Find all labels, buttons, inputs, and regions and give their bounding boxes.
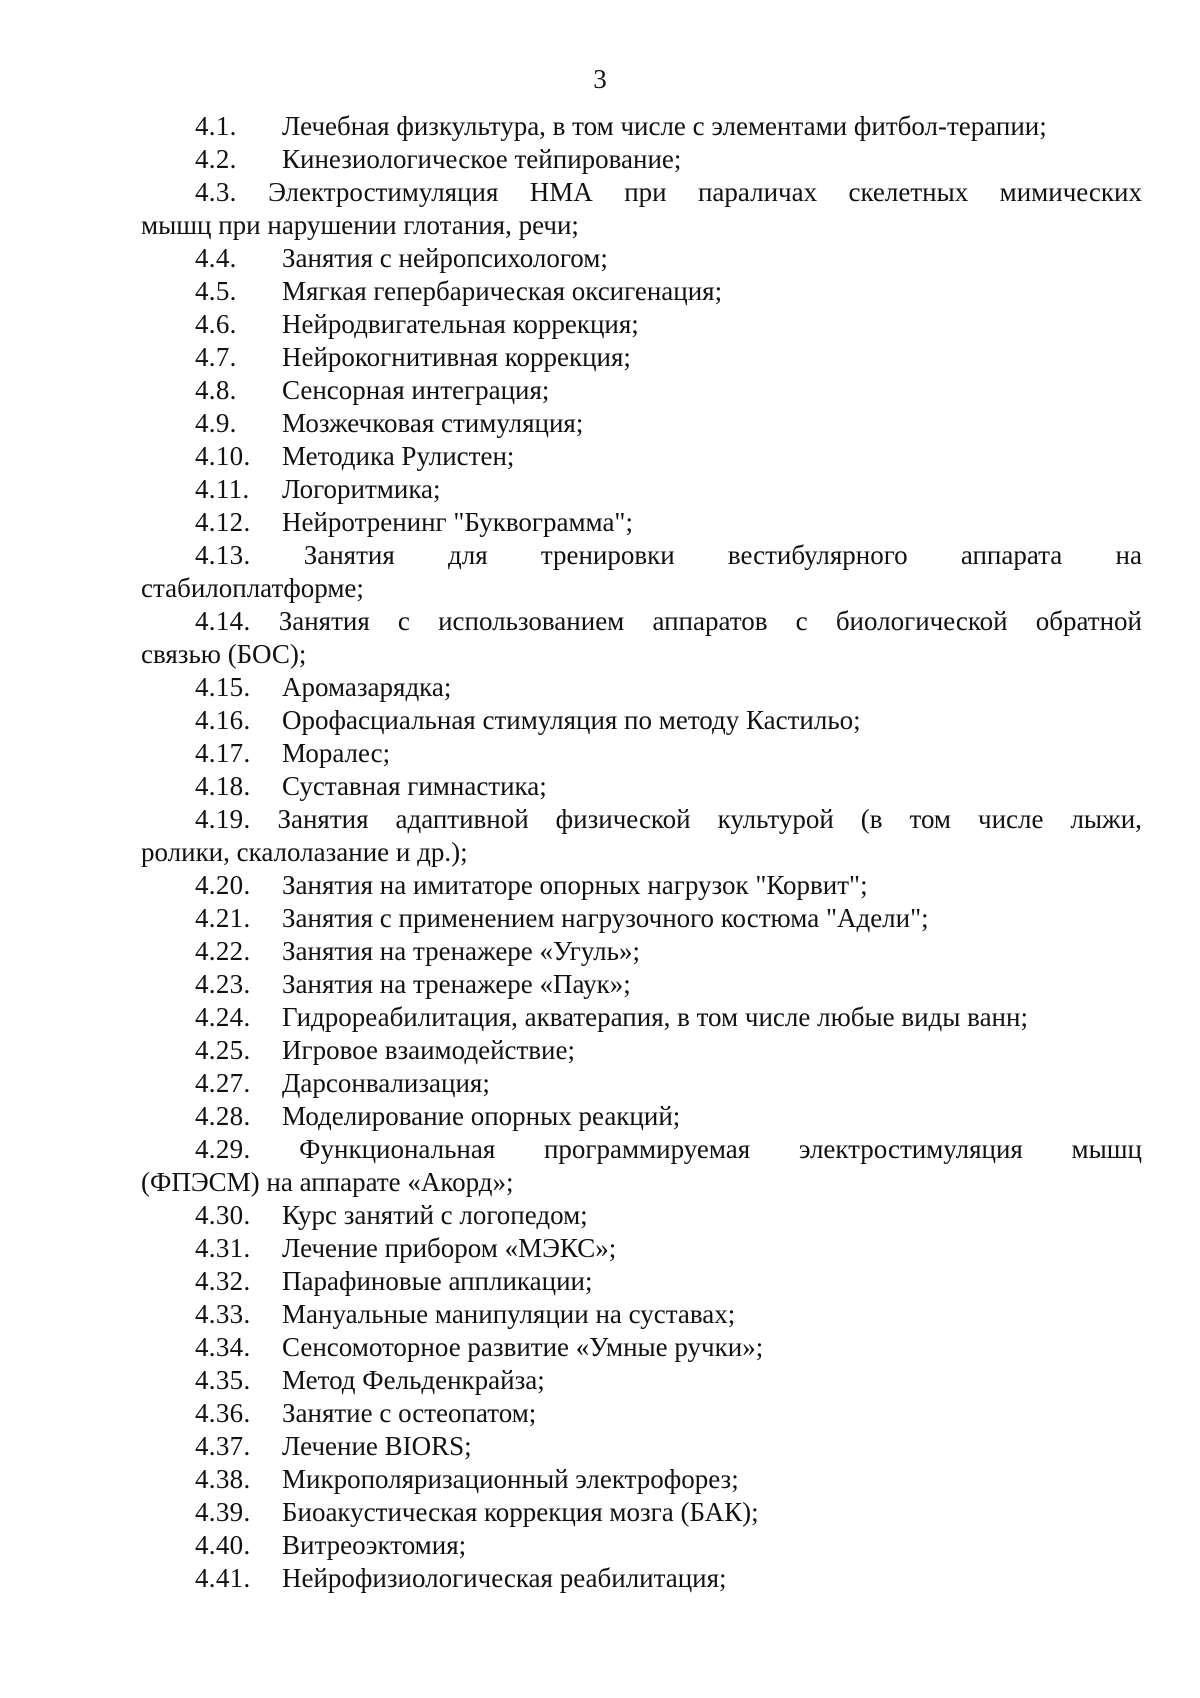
list-item-line xyxy=(141,968,1142,1001)
list-item-word: использованием xyxy=(438,606,625,636)
list-item-line xyxy=(141,176,1142,209)
list-item-text: Парафиновые аппликации; xyxy=(282,1266,593,1296)
list-item-continuation: связью (БОС); xyxy=(141,639,307,669)
list-item-word: Функциональная xyxy=(299,1134,496,1164)
list-item-word: Занятия xyxy=(303,540,395,570)
list-item xyxy=(141,869,1142,902)
list-item-number: 4.33. xyxy=(195,1299,251,1329)
list-item-word: биологической xyxy=(835,606,1008,636)
list-item-text: Занятия на тренажере «Угуль»; xyxy=(282,936,640,966)
list-item-line xyxy=(141,1364,1142,1397)
list-item-line xyxy=(141,1232,1142,1265)
list-item-number: 4.11. xyxy=(195,474,250,504)
list-item xyxy=(141,902,1142,935)
list-item xyxy=(141,704,1142,737)
list-item xyxy=(141,1562,1142,1595)
list-item-line xyxy=(141,869,1142,902)
list-item-number: 4.4. xyxy=(195,243,237,273)
list-item-line xyxy=(141,605,1142,638)
list-item-word: при xyxy=(624,177,667,207)
list-item-number: 4.17. xyxy=(195,738,251,768)
list-item-text: Орофасциальная стимуляция по методу Кастильо; xyxy=(282,705,861,735)
list-item-number: 4.38. xyxy=(195,1464,251,1494)
list-item-number: 4.16. xyxy=(195,705,251,735)
list-item-line xyxy=(141,902,1142,935)
list-item xyxy=(141,1067,1142,1100)
list-item-text: Моралес; xyxy=(282,738,391,768)
list-item-number: 4.8. xyxy=(195,375,237,405)
list-item-word: с xyxy=(795,606,808,636)
list-item-text: Микрополяризационный электрофорез; xyxy=(282,1464,739,1494)
list-item-line xyxy=(141,374,1142,407)
document-body xyxy=(141,110,1142,1595)
list-item-word: Электростимуляция xyxy=(268,177,499,207)
list-item-word: адаптивной xyxy=(395,804,529,834)
list-item-number: 4.6. xyxy=(195,309,237,339)
list-item-number: 4.36. xyxy=(195,1398,251,1428)
list-item-word: Занятия xyxy=(278,606,370,636)
list-item-word: НМА xyxy=(529,177,593,207)
list-item xyxy=(141,275,1142,308)
list-item-line xyxy=(141,1133,1142,1166)
list-item-word: скелетных xyxy=(848,177,969,207)
list-item-text: Занятия с применением нагрузочного костюма "Адели"; xyxy=(282,903,929,933)
list-item-line xyxy=(141,143,1142,176)
list-item-line xyxy=(141,1331,1142,1364)
list-item-line xyxy=(141,440,1142,473)
list-item-line xyxy=(141,1265,1142,1298)
list-item-line xyxy=(141,935,1142,968)
list-item-continuation: ролики, скалолазание и др.); xyxy=(141,837,468,867)
list-item-line xyxy=(141,1199,1142,1232)
list-item-line xyxy=(141,1562,1142,1595)
list-item xyxy=(141,968,1142,1001)
list-item-number: 4.12. xyxy=(195,507,251,537)
list-item-word: для xyxy=(447,540,488,570)
list-item-text: Гидрореабилитация, акватерапия, в том числе любые виды ванн; xyxy=(282,1002,1028,1032)
list-item-line xyxy=(141,1298,1142,1331)
list-item-text: Лечение BIORS; xyxy=(282,1431,472,1461)
list-item-line xyxy=(141,110,1142,143)
list-item xyxy=(141,1397,1142,1430)
list-item-number: 4.7. xyxy=(195,342,237,372)
list-item-word: культурой xyxy=(717,804,834,834)
list-item xyxy=(141,176,1142,242)
list-item xyxy=(141,1529,1142,1562)
list-item xyxy=(141,770,1142,803)
list-item-text: Метод Фельденкрайза; xyxy=(282,1365,545,1395)
list-item-line xyxy=(141,407,1142,440)
list-item-number: 4.14. xyxy=(195,606,251,636)
list-item xyxy=(141,935,1142,968)
list-item-text: Занятие с остеопатом; xyxy=(282,1398,537,1428)
list-item-number: 4.35. xyxy=(195,1365,251,1395)
list-item-number: 4.19. xyxy=(195,804,251,834)
list-item-text: Витреоэктомия; xyxy=(282,1530,467,1560)
list-item-number: 4.15. xyxy=(195,672,251,702)
list-item-word: (в xyxy=(860,804,883,834)
list-item-text: Сенсорная интеграция; xyxy=(282,375,550,405)
list-item xyxy=(141,671,1142,704)
list-item-line xyxy=(141,1034,1142,1067)
list-item xyxy=(141,242,1142,275)
list-item-text: Биоакустическая коррекция мозга (БАК); xyxy=(282,1497,759,1527)
list-item-number: 4.9. xyxy=(195,408,237,438)
list-item-number: 4.10. xyxy=(195,441,251,471)
list-item-text: Нейрофизиологическая реабилитация; xyxy=(282,1563,727,1593)
list-item-line xyxy=(141,308,1142,341)
list-item-number: 4.5. xyxy=(195,276,237,306)
list-item-word: тренировки xyxy=(540,540,675,570)
list-item-line xyxy=(141,275,1142,308)
list-item-text: Курс занятий с логопедом; xyxy=(282,1200,588,1230)
list-item-text: Занятия с нейропсихологом; xyxy=(282,243,608,273)
list-item-line xyxy=(141,704,1142,737)
list-item-word: на xyxy=(1115,540,1142,570)
list-item xyxy=(141,1001,1142,1034)
list-item-line xyxy=(141,671,1142,704)
list-item-line xyxy=(141,1496,1142,1529)
list-item xyxy=(141,539,1142,605)
list-item-text: Методика Рулистен; xyxy=(282,441,515,471)
list-item-number: 4.23. xyxy=(195,969,251,999)
list-item-word: обратной xyxy=(1035,606,1142,636)
list-item-number: 4.2. xyxy=(195,144,237,174)
list-item xyxy=(141,803,1142,869)
list-item-line xyxy=(141,1529,1142,1562)
list-item xyxy=(141,1100,1142,1133)
list-item-number: 4.40. xyxy=(195,1530,251,1560)
list-item-number: 4.34. xyxy=(195,1332,251,1362)
list-item-word: физической xyxy=(555,804,691,834)
list-item-line xyxy=(141,737,1142,770)
list-item-number: 4.18. xyxy=(195,771,251,801)
list-item-number: 4.41. xyxy=(195,1563,251,1593)
list-item xyxy=(141,1265,1142,1298)
list-item xyxy=(141,1298,1142,1331)
list-item xyxy=(141,1034,1142,1067)
list-item xyxy=(141,1232,1142,1265)
list-item-line xyxy=(141,242,1142,275)
list-item-word: параличах xyxy=(697,177,818,207)
list-item-word: мимических xyxy=(999,177,1142,207)
list-item-text: Моделирование опорных реакций; xyxy=(282,1101,681,1131)
list-item-text: Мануальные манипуляции на суставах; xyxy=(282,1299,736,1329)
list-item-continuation: мышц при нарушении глотания, речи; xyxy=(141,210,579,240)
list-item xyxy=(141,1463,1142,1496)
list-item xyxy=(141,407,1142,440)
list-item-number: 4.27. xyxy=(195,1068,251,1098)
list-item-text: Лечение прибором «МЭКС»; xyxy=(282,1233,617,1263)
list-item-line xyxy=(141,539,1142,572)
list-item-number: 4.3. xyxy=(195,177,237,207)
list-item-word: том xyxy=(909,804,952,834)
list-item xyxy=(141,1331,1142,1364)
list-item-number: 4.22. xyxy=(195,936,251,966)
list-item xyxy=(141,341,1142,374)
list-item xyxy=(141,605,1142,671)
list-item-number: 4.20. xyxy=(195,870,251,900)
list-item-word: вестибулярного xyxy=(727,540,908,570)
list-item-line xyxy=(141,341,1142,374)
list-item-number: 4.28. xyxy=(195,1101,251,1131)
list-item-continuation: (ФПЭСМ) на аппарате «Акорд»; xyxy=(141,1167,514,1197)
list-item xyxy=(141,1496,1142,1529)
list-item-text: Сенсомоторное развитие «Умные ручки»; xyxy=(282,1332,764,1362)
list-item-text: Нейрокогнитивная коррекция; xyxy=(282,342,631,372)
list-item-line xyxy=(141,1463,1142,1496)
list-item-text: Суставная гимнастика; xyxy=(282,771,547,801)
list-item xyxy=(141,506,1142,539)
list-item-word: числе xyxy=(977,804,1044,834)
list-item-text: Нейротренинг "Буквограмма"; xyxy=(282,507,633,537)
list-item-line xyxy=(141,1100,1142,1133)
list-item-number: 4.31. xyxy=(195,1233,251,1263)
list-item-text: Занятия на тренажере «Паук»; xyxy=(282,969,631,999)
list-item-word: Занятия xyxy=(277,804,369,834)
list-item-number: 4.21. xyxy=(195,903,251,933)
list-item-text: Аромазарядка; xyxy=(282,672,452,702)
list-item-text: Игровое взаимодействие; xyxy=(282,1035,575,1065)
list-item-word: электростимуляция xyxy=(798,1134,1023,1164)
list-item xyxy=(141,110,1142,143)
list-item-number: 4.29. xyxy=(195,1134,251,1164)
list-item-line xyxy=(141,506,1142,539)
list-item-text: Дарсонвализация; xyxy=(282,1068,490,1098)
list-item xyxy=(141,308,1142,341)
list-item-line xyxy=(141,1430,1142,1463)
list-item-text: Занятия на имитаторе опорных нагрузок "Корвит"; xyxy=(282,870,868,900)
list-item xyxy=(141,143,1142,176)
list-item-text: Кинезиологическое тейпирование; xyxy=(282,144,682,174)
list-item-line xyxy=(141,473,1142,506)
list-item xyxy=(141,440,1142,473)
list-item xyxy=(141,473,1142,506)
list-item-word: аппаратов xyxy=(652,606,768,636)
page-number: 3 xyxy=(593,64,607,94)
list-item-text: Лечебная физкультура, в том числе с элементами фитбол-терапии; xyxy=(282,111,1047,141)
list-item xyxy=(141,1364,1142,1397)
list-item-line xyxy=(141,1067,1142,1100)
list-item-number: 4.13. xyxy=(195,540,251,570)
list-item-number: 4.25. xyxy=(195,1035,251,1065)
list-item-number: 4.39. xyxy=(195,1497,251,1527)
list-item-word: мышц xyxy=(1071,1134,1142,1164)
list-item-number: 4.37. xyxy=(195,1431,251,1461)
list-item-word: программируемая xyxy=(543,1134,751,1164)
list-item-text: Логоритмика; xyxy=(282,474,441,504)
list-item-line xyxy=(141,1001,1142,1034)
list-item xyxy=(141,374,1142,407)
list-item-number: 4.30. xyxy=(195,1200,251,1230)
list-item-number: 4.1. xyxy=(195,111,237,141)
list-item xyxy=(141,1430,1142,1463)
list-item xyxy=(141,1133,1142,1199)
list-item xyxy=(141,1199,1142,1232)
list-item xyxy=(141,737,1142,770)
list-item-number: 4.32. xyxy=(195,1266,251,1296)
list-item-continuation: стабилоплатформе; xyxy=(141,573,364,603)
list-item-line xyxy=(141,770,1142,803)
list-item-word: с xyxy=(397,606,410,636)
list-item-number: 4.24. xyxy=(195,1002,251,1032)
list-item-text: Мозжечковая стимуляция; xyxy=(282,408,584,438)
list-item-word: аппарата xyxy=(960,540,1063,570)
list-item-line xyxy=(141,803,1142,836)
list-item-word: лыжи, xyxy=(1070,804,1142,834)
list-item-text: Нейродвигательная коррекция; xyxy=(282,309,639,339)
list-item-line xyxy=(141,1397,1142,1430)
list-item-text: Мягкая гепербарическая оксигенация; xyxy=(282,276,723,306)
